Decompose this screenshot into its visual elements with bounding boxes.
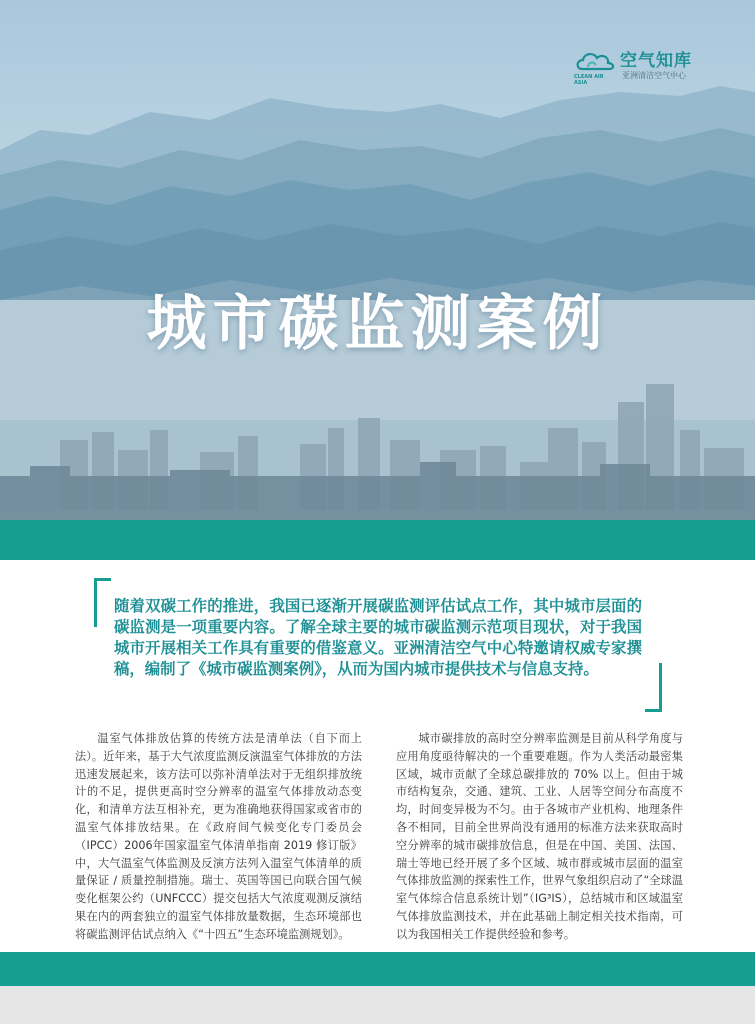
logo-subtitle: 亚洲清洁空气中心 [622, 71, 686, 80]
bracket-bottom-right [645, 663, 662, 712]
body-column-left [75, 730, 362, 944]
intro-callout [94, 578, 662, 712]
logo-name: 空气知库 [620, 51, 692, 71]
intro-text: 随着双碳工作的推进，我国已逐渐开展碳监测评估试点工作，其中城市层面的碳监测是一项重要内容。了解全球主要的城市碳监测示范项目现状，对于我国城市开展相关工作具有重要的借鉴意义。亚洲清洁空气中心特邀请权威专家撰稿，编制了《城市碳监测案例》，从而为国内城市提供技术与信息支持。 [114, 597, 642, 678]
logo[interactable] [574, 44, 734, 88]
body-column-right [396, 730, 683, 944]
accent-band-top [0, 520, 755, 560]
paragraph-left: 温室气体排放估算的传统方法是清单法（自下而上法）。近年来，基于大气浓度监测反演温室气体排放的方法迅速发展起来，该方法可以弥补清单法对于无组织排放统计的不足，提供更高时空分辨率的温室气体排放动态变化，和清单方法互相补充，更为准确地获得国家或省市的温室气体排放结果。在《政府间气候变化专门委员会（IPCC）2006年国家温室气体清单指南 2019 修订版》中，大气温室气体监测及反演方法列入温室气体清单的质量保证 / 质量控制措施。瑞士、英国等国已向联合国气候变化框架公约（UNFCCC）提交包括大气浓度观测反演结果在内的两套独立的温室气体排放量数据，生态环境部也将碳监测评估试点纳入《“十四五”生态环境监测规划》。 [75, 732, 362, 941]
accent-band-bottom [0, 952, 755, 986]
page-title: 城市碳监测案例 [146, 289, 609, 359]
paragraph-right: 城市碳排放的高时空分辨率监测是目前从科学角度与应用角度亟待解决的一个重要难题。作为人类活动最密集区域，城市贡献了全球总碳排放的 70% 以上。但由于城市结构复杂，交通、建筑、工业、人居等空间分布高度不均，时间变异极为不匀。由于各城市产业机构、地理条件各不相同，目前全世界尚没有通用的标准方法来获取高时空分辨率的城市碳排放信息，但是在中国、美国、法国、瑞士等地已经开展了多个区域、城市群或城市层面的温室气体排放监测的探索性工作，世界气象组织启动了“全球温室气体综合信息系统计划”（IG³IS），总结城市和区域温室气体排放监测技术，并在此基础上制定相关技术指南，可以为我国相关工作提供经验和参考。 [396, 732, 683, 941]
bracket-top-left [94, 578, 111, 627]
footer-strip [0, 986, 755, 1024]
logo-english: CLEAN AIR ASIA [574, 74, 604, 86]
